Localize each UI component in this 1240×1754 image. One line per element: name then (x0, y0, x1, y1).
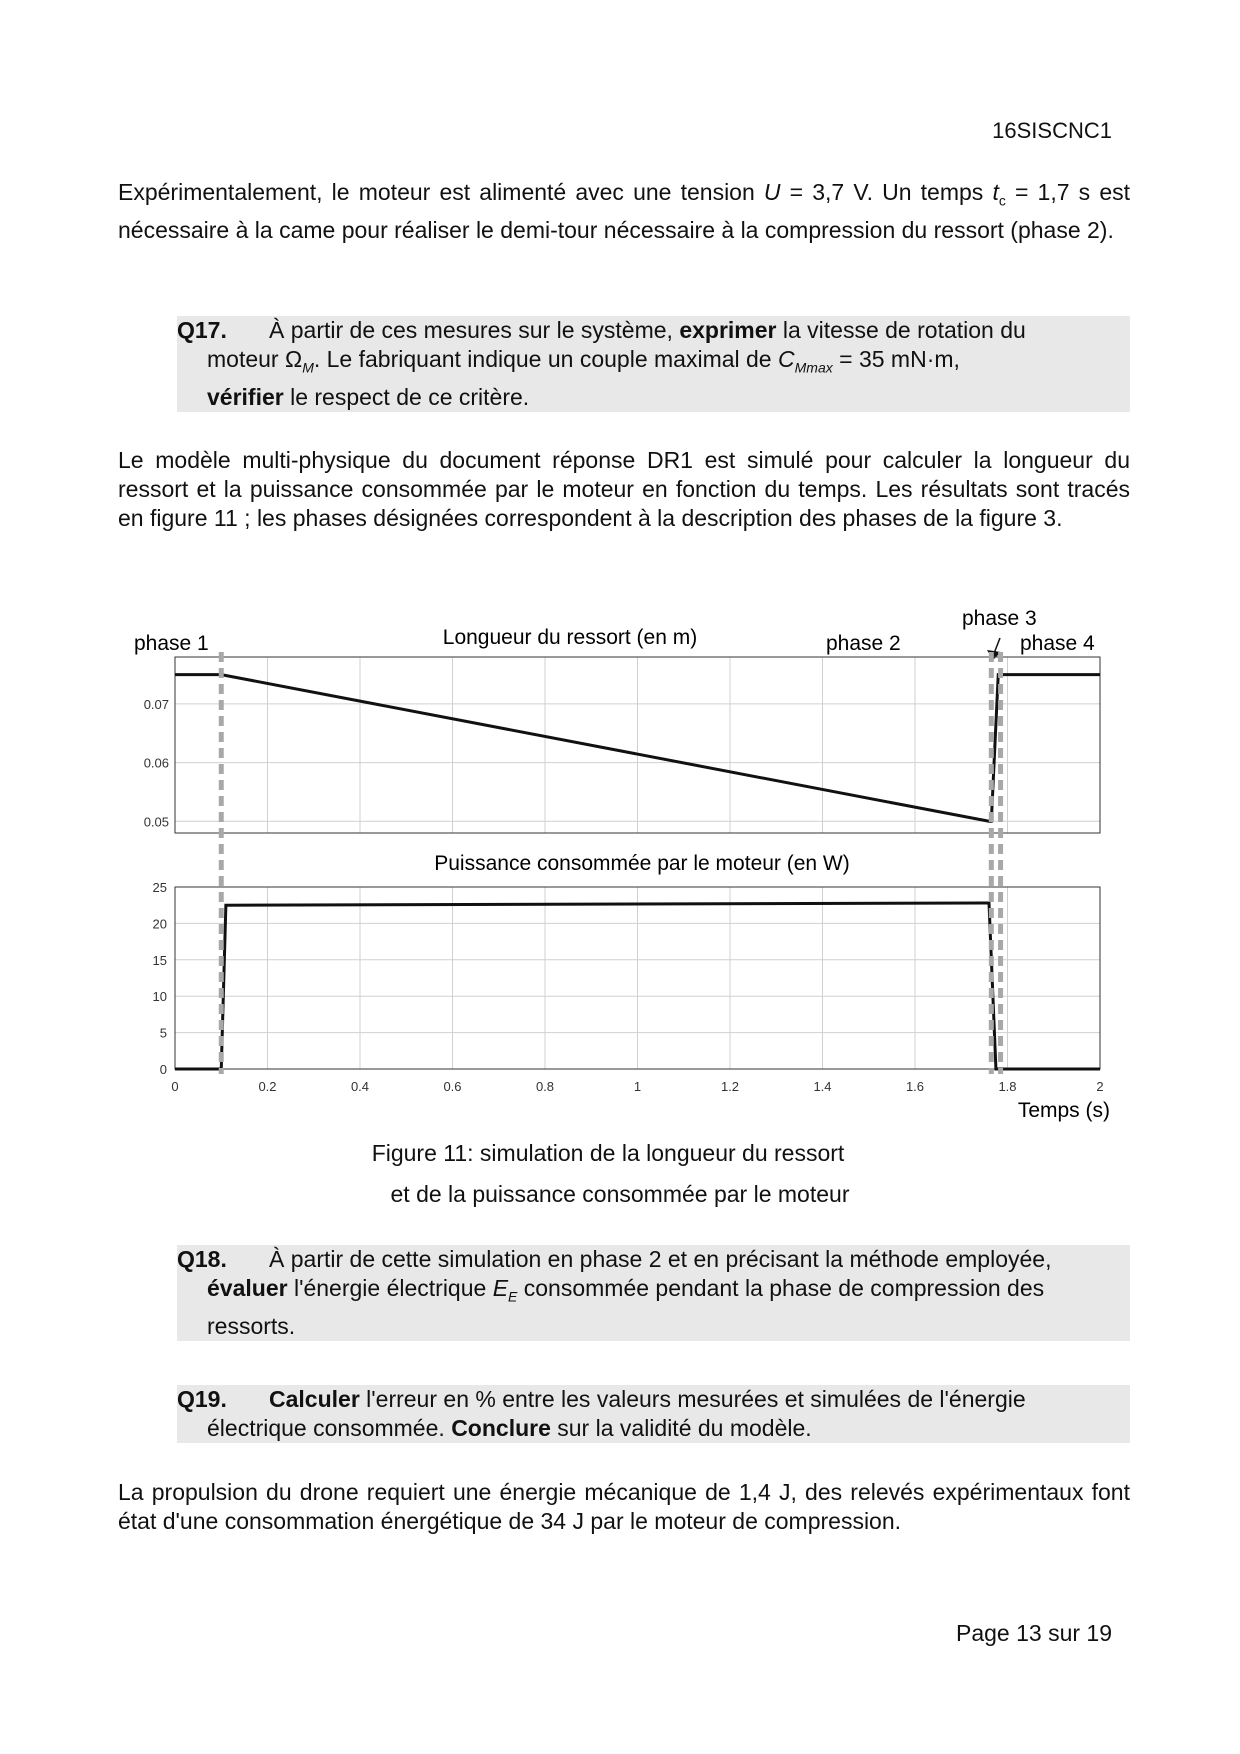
figure-caption-line-2: et de la puissance consommée par le moteur (390, 1181, 850, 1207)
phase-3-label: phase 3 (962, 607, 1037, 630)
chart2-x-tick-label: 0.4 (350, 1079, 370, 1094)
question-18: Q18. À partir de cette simulation en phase 2 et en précisant la méthode employée, évaluer l'énergie électrique $E_E$ consommée pendant la phase de compression des ressorts. (177, 1245, 1130, 1341)
chart2-title: Puissance consommée par le moteur (en W) (434, 852, 850, 875)
chart1-grid (175, 657, 1100, 833)
chart1-y-ticks (144, 697, 169, 829)
phase-4-label: phase 4 (1020, 632, 1095, 655)
chart2-x-tick-label: 1.2 (720, 1079, 740, 1094)
chart2-x-tick-label: 0.8 (535, 1079, 555, 1094)
chart2-y-tick-label: 25 (152, 880, 167, 895)
chart2-x-tick-label: 2 (1096, 1079, 1104, 1094)
chart2-x-tick-label: 1 (633, 1079, 642, 1094)
figure-11-svg (0, 590, 1240, 1150)
intro-paragraph: Expérimentalement, le moteur est alimenté avec une tension U = 3,7 V. Un temps $t_c = 1,7$ s est nécessaire à la came pour réaliser le demi-tour nécessaire à la compression du ressort (phase 2). (118, 179, 1130, 243)
chart2-x-tick-label: 0.2 (258, 1079, 277, 1094)
chart2-y-tick-label: 5 (159, 1025, 167, 1041)
chart2-y-tick-label: 10 (152, 989, 167, 1005)
chart1-title: Longueur du ressort (en m) (442, 626, 698, 649)
chart2-x-tick-label: 1.6 (905, 1079, 925, 1094)
q18-label: Q18. (177, 1246, 227, 1272)
q17-label: Q17. (177, 317, 227, 343)
question-17: Q17. À partir de ces mesures sur le système, exprimer la vitesse de rotation du moteur $\Omega_M$. Le fabriquant indique un couple maximal de $C_{Mmax} = 35$ mN·m, vérifier le respect de ce critère. (177, 316, 1130, 412)
chart2-x-tick-label: 1.8 (998, 1079, 1017, 1094)
q19-label: Q19. (177, 1386, 227, 1412)
chart2-y-tick-label: 15 (152, 952, 167, 968)
chart1-y-tick-label: 0.07 (143, 696, 169, 712)
chart2-x-tick-label: 1.4 (813, 1079, 832, 1094)
question-19: Q19. Calculer l'erreur en % entre les valeurs mesurées et simulées de l'énergie électrique consommée. Conclure sur la validité du modèle. (177, 1385, 1130, 1443)
final-paragraph: La propulsion du drone requiert une énergie mécanique de 1,4 J, des relevés expérimentaux font état d'une consommation énergétique de 34 J par le moteur de compression. (118, 1479, 1130, 1534)
phase-1-label: phase 1 (134, 632, 209, 655)
chart2-x-tick-label: 0 (171, 1079, 179, 1094)
model-paragraph: Le modèle multi-physique du document réponse DR1 est simulé pour calculer la longueur du ressort et la puissance consommée par le moteur en fonction du temps. Les résultats sont tracés en figure 11 ; les phases désignées correspondent à la description des phases de la figure 3. (118, 447, 1130, 531)
phase-2-label: phase 2 (826, 632, 901, 655)
document-code: 16SISCNC1 (992, 118, 1112, 143)
page-number: Page 13 sur 19 (955, 1620, 1112, 1646)
x-axis-label: Temps (s) (1017, 1099, 1110, 1122)
chart1-y-tick-label: 0.05 (143, 814, 169, 830)
chart2-y-ticks (153, 880, 167, 1077)
chart2-y-tick-label: 0 (159, 1062, 167, 1077)
chart2-x-tick-label: 0.6 (443, 1079, 462, 1094)
var-tc: t (992, 179, 999, 205)
chart2-y-tick-label: 20 (152, 916, 167, 932)
figure-caption-line-1: Figure 11: simulation de la longueur du ressort (371, 1140, 845, 1166)
chart1-y-tick-label: 0.06 (143, 755, 169, 771)
chart2-x-ticks (171, 1079, 1103, 1094)
figure-11 (0, 590, 1240, 1150)
var-u: U (763, 179, 781, 205)
chart2-grid (175, 887, 1100, 1069)
